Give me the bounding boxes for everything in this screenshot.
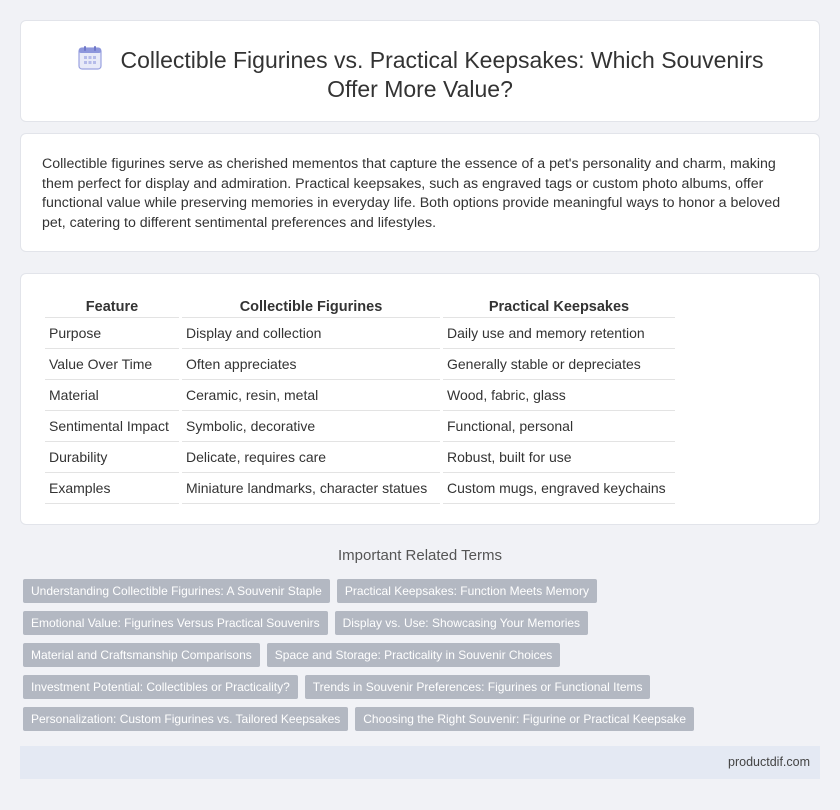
- table-cell: Display and collection: [182, 318, 440, 349]
- table-cell: Generally stable or depreciates: [443, 349, 675, 380]
- table-row: [45, 473, 675, 504]
- tag-row: [23, 579, 803, 603]
- table-cell: Purpose: [45, 318, 179, 349]
- table-row: [45, 442, 675, 473]
- table-row: [45, 380, 675, 411]
- page-title-text: Collectible Figurines vs. Practical Keepsakes: Which Souvenirs Offer More Value?: [120, 47, 764, 102]
- related-term-tag[interactable]: Choosing the Right Souvenir: Figurine or Practical Keepsake: [355, 707, 694, 731]
- table-header-row: [45, 298, 675, 318]
- table-cell: Miniature landmarks, character statues: [182, 473, 440, 504]
- table-cell: Examples: [45, 473, 179, 504]
- page-title: [21, 45, 819, 104]
- table-cell: Value Over Time: [45, 349, 179, 380]
- table-cell: Symbolic, decorative: [182, 411, 440, 442]
- table-cell: Ceramic, resin, metal: [182, 380, 440, 411]
- table-cell: Daily use and memory retention: [443, 318, 675, 349]
- related-term-tag[interactable]: Practical Keepsakes: Function Meets Memory: [337, 579, 597, 603]
- related-term-tag[interactable]: Trends in Souvenir Preferences: Figurines or Functional Items: [305, 675, 651, 699]
- related-term-tag[interactable]: Space and Storage: Practicality in Souvenir Choices: [267, 643, 560, 667]
- related-term-tag[interactable]: Material and Craftsmanship Comparisons: [23, 643, 260, 667]
- comparison-card: [20, 273, 820, 525]
- summary-card: [20, 133, 820, 252]
- table-cell: Custom mugs, engraved keychains: [443, 473, 675, 504]
- table-cell: Wood, fabric, glass: [443, 380, 675, 411]
- related-term-tag[interactable]: Personalization: Custom Figurines vs. Tailored Keepsakes: [23, 707, 348, 731]
- header-card: [20, 20, 820, 122]
- table-cell: Material: [45, 380, 179, 411]
- table-cell: Durability: [45, 442, 179, 473]
- calendar-icon: [77, 45, 103, 71]
- footer: [20, 746, 820, 779]
- related-term-tag[interactable]: Understanding Collectible Figurines: A Souvenir Staple: [23, 579, 330, 603]
- table-row: [45, 318, 675, 349]
- table-row: [45, 411, 675, 442]
- table-cell: Delicate, requires care: [182, 442, 440, 473]
- column-header: Collectible Figurines: [182, 298, 440, 318]
- comparison-table: [42, 298, 678, 504]
- column-header: Feature: [45, 298, 179, 318]
- footer-site-link[interactable]: productdif.com: [728, 755, 810, 769]
- tag-row: [23, 643, 803, 667]
- table-row: [45, 349, 675, 380]
- tag-row: [23, 611, 803, 635]
- table-cell: Robust, built for use: [443, 442, 675, 473]
- related-term-tag[interactable]: Emotional Value: Figurines Versus Practical Souvenirs: [23, 611, 328, 635]
- related-terms-list: [23, 579, 803, 739]
- table-cell: Functional, personal: [443, 411, 675, 442]
- column-header: Practical Keepsakes: [443, 298, 675, 318]
- table-cell: Sentimental Impact: [45, 411, 179, 442]
- related-term-tag[interactable]: Investment Potential: Collectibles or Practicality?: [23, 675, 298, 699]
- summary-text: Collectible figurines serve as cherished mementos that capture the essence of a pet's personality and charm, making them perfect for display and admiration. Practical keepsakes, such as engraved tags or custom photo albums, offer functional value while preserving memories in everyday life. Both options provide meaningful ways to honor a beloved pet, catering to different sentimental preferences and lifestyles.: [42, 156, 781, 231]
- related-terms-heading: Important Related Terms: [338, 547, 502, 564]
- table-cell: Often appreciates: [182, 349, 440, 380]
- tag-row: [23, 707, 803, 731]
- related-term-tag[interactable]: Display vs. Use: Showcasing Your Memories: [335, 611, 588, 635]
- tag-row: [23, 675, 803, 699]
